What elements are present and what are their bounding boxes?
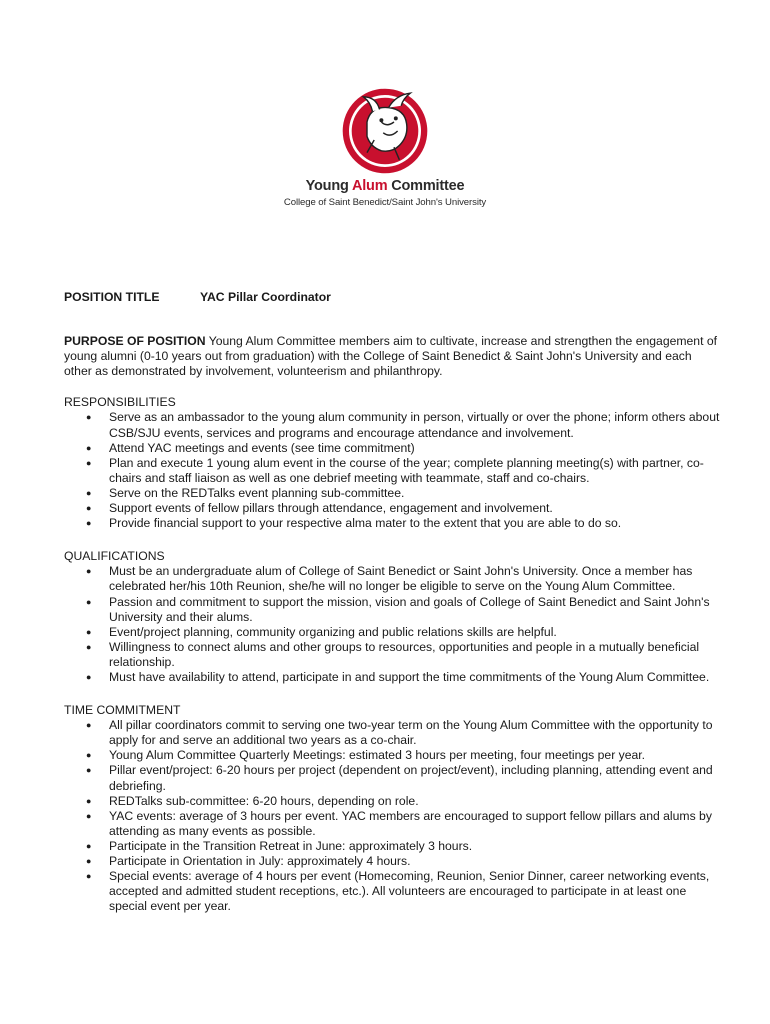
list-item: ● YAC events: average of 3 hours per event. YAC members are encouraged to support fellow pillars and alums by attending as many events as possible. [64, 809, 720, 839]
list-item: ● Willingness to connect alums and other groups to resources, opportunities and people in a mutually beneficial relationship. [64, 640, 720, 670]
list-item: ● Serve on the REDTalks event planning sub-committee. [64, 486, 720, 501]
responsibilities-heading: RESPONSIBILITIES [64, 395, 176, 410]
list-item: ● Support events of fellow pillars through attendance, engagement and involvement. [64, 501, 720, 516]
qualifications-section [64, 549, 720, 685]
list-item: ● Event/project planning, community organizing and public relations skills are helpful. [64, 625, 720, 640]
position-title-value: YAC Pillar Coordinator [200, 290, 331, 304]
list-item: ● Participate in the Transition Retreat in June: approximately 3 hours. [64, 839, 720, 854]
time-commitment-section [64, 703, 720, 914]
time-commitment-heading: TIME COMMITMENT [64, 703, 181, 718]
list-item: ● Special events: average of 4 hours per event (Homecoming, Reunion, Senior Dinner, career networking events, accepted and admitted student receptions, etc.). All volunteers are encouraged to participate in at least one special event per year. [64, 869, 720, 914]
purpose-text: Young Alum Committee members aim to cultivate, increase and strengthen the engagement of young alumni (0-10 years out from graduation) with the College of Saint Benedict & Saint John's University and each other as demonstrated by involvement, volunteerism and philanthropy. [64, 334, 718, 379]
cardinal-mascot-logo-icon [340, 86, 430, 176]
list-item: ● Young Alum Committee Quarterly Meetings: estimated 3 hours per meeting, four meetings per year. [64, 748, 720, 763]
qualifications-heading: QUALIFICATIONS [64, 549, 165, 564]
position-title-row [64, 290, 720, 305]
purpose-label: PURPOSE OF POSITION [64, 334, 206, 349]
qualifications-list [64, 564, 720, 685]
purpose-paragraph [64, 334, 720, 379]
list-item: ● Plan and execute 1 young alum event in the course of the year; complete planning meeting(s) with partner, co-chairs and staff liaison as well as one debrief meeting with teammate, staff and co-chairs. [64, 456, 720, 486]
org-subtitle: College of Saint Benedict/Saint John's University [283, 197, 487, 208]
responsibilities-section [64, 395, 720, 531]
header-logo-block [0, 86, 770, 208]
list-item: ● Must have availability to attend, participate in and support the time commitments of the Young Alum Committee. [64, 670, 720, 685]
list-item: ● Must be an undergraduate alum of College of Saint Benedict or Saint John's University. Once a member has celebrated her/his 10th Reunion, she/he will no longer be eligible to serve on the Young Alum Committee. [64, 564, 720, 594]
list-item: ● REDTalks sub-committee: 6-20 hours, depending on role. [64, 794, 720, 809]
list-item: ● Attend YAC meetings and events (see time commitment) [64, 441, 720, 456]
responsibilities-list [64, 410, 720, 531]
list-item: ● Serve as an ambassador to the young alum community in person, virtually or over the phone; inform others about CSB/SJU events, services and programs and encourage attendance and involvement. [64, 410, 720, 440]
position-title-label: POSITION TITLE [64, 290, 160, 304]
list-item: ● All pillar coordinators commit to serving one two-year term on the Young Alum Committee with the opportunity to apply for and serve an additional two years as a co-chair. [64, 718, 720, 748]
org-name: Young Alum Committee [305, 178, 465, 194]
list-item: ● Provide financial support to your respective alma mater to the extent that you are able to do so. [64, 516, 720, 531]
list-item: ● Pillar event/project: 6-20 hours per project (dependent on project/event), including planning, attending event and debriefing. [64, 763, 720, 793]
list-item: ● Participate in Orientation in July: approximately 4 hours. [64, 854, 720, 869]
list-item: ● Passion and commitment to support the mission, vision and goals of College of Saint Benedict and Saint John's University and their alums. [64, 595, 720, 625]
document-body [64, 290, 720, 932]
time-commitment-list [64, 718, 720, 914]
